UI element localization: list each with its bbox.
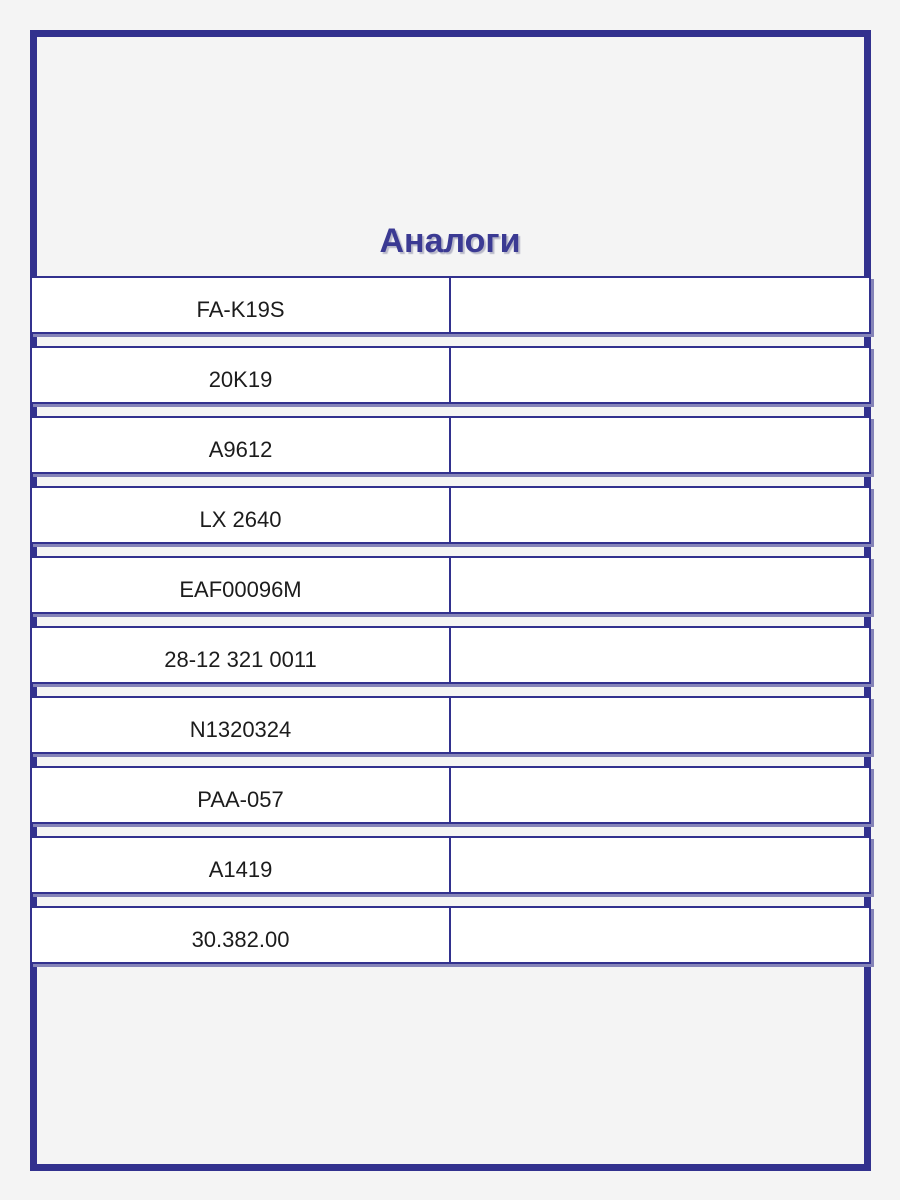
table-row bbox=[30, 486, 871, 544]
page-title: Аналоги bbox=[379, 222, 521, 260]
empty-cell bbox=[451, 278, 869, 332]
empty-cell bbox=[451, 908, 869, 962]
empty-cell bbox=[451, 418, 869, 472]
table-row bbox=[30, 556, 871, 614]
empty-cell bbox=[451, 698, 869, 752]
analog-code-cell: LX 2640 bbox=[32, 488, 451, 542]
analog-code-cell: A9612 bbox=[32, 418, 451, 472]
analogs-table bbox=[30, 276, 871, 976]
analog-code-cell: A1419 bbox=[32, 838, 451, 892]
empty-cell bbox=[451, 348, 869, 402]
table-row bbox=[30, 766, 871, 824]
table-row bbox=[30, 416, 871, 474]
table-row bbox=[30, 346, 871, 404]
empty-cell bbox=[451, 558, 869, 612]
table-row bbox=[30, 626, 871, 684]
table-row bbox=[30, 696, 871, 754]
empty-cell bbox=[451, 488, 869, 542]
empty-cell bbox=[451, 768, 869, 822]
analog-code-cell: EAF00096M bbox=[32, 558, 451, 612]
analog-code-cell: 20K19 bbox=[32, 348, 451, 402]
table-row bbox=[30, 276, 871, 334]
analog-code-cell: PAA-057 bbox=[32, 768, 451, 822]
analog-code-cell: N1320324 bbox=[32, 698, 451, 752]
empty-cell bbox=[451, 628, 869, 682]
analog-code-cell: FA-K19S bbox=[32, 278, 451, 332]
analog-code-cell: 28-12 321 0011 bbox=[32, 628, 451, 682]
table-row bbox=[30, 836, 871, 894]
empty-cell bbox=[451, 838, 869, 892]
analog-code-cell: 30.382.00 bbox=[32, 908, 451, 962]
table-row bbox=[30, 906, 871, 964]
